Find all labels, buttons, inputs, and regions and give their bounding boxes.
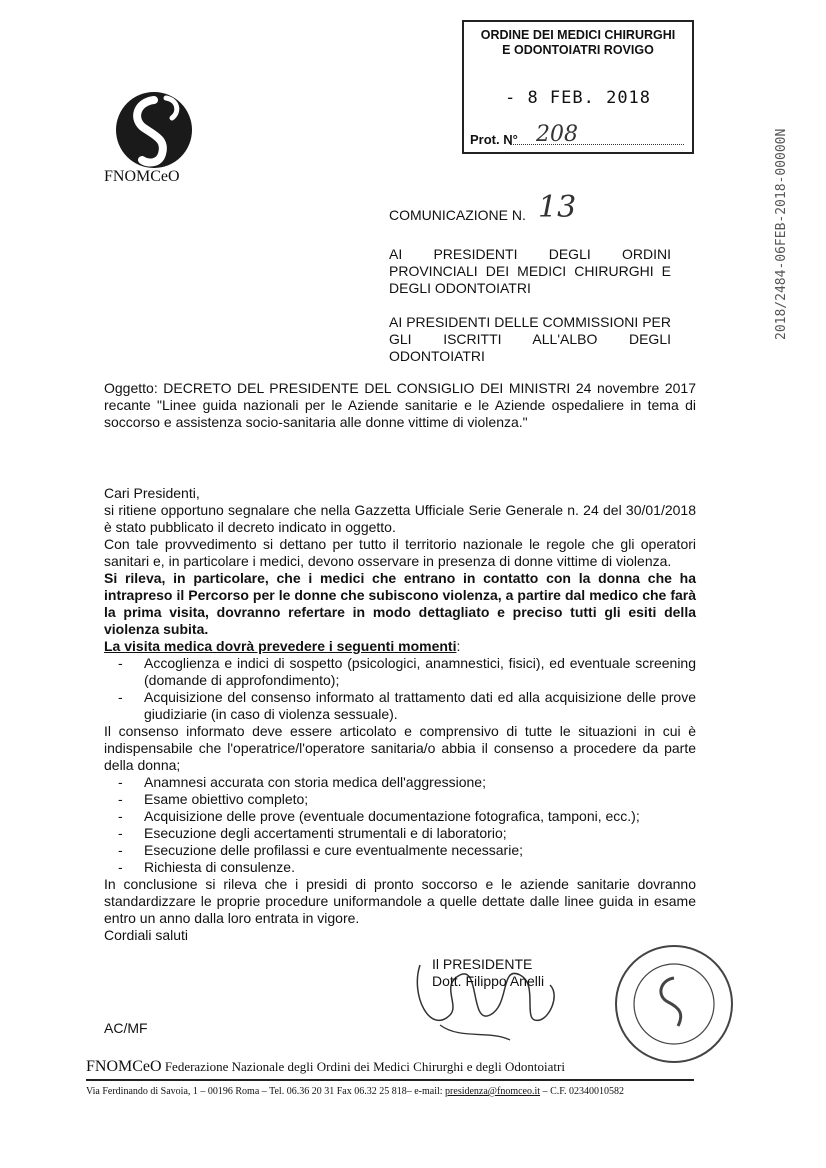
- footer-brand: FNOMCeO: [86, 1058, 162, 1075]
- archive-seal-icon: [612, 942, 736, 1066]
- signature-name: Dott. Filippo Anelli: [432, 973, 545, 989]
- visit-list: [104, 655, 696, 723]
- list-item: - Esame obiettivo completo;: [104, 791, 696, 808]
- stamp-org-line2: E ODONTOIATRI ROVIGO: [502, 43, 654, 57]
- paragraph-3-bold: Si rileva, in particolare, che i medici che entrano in contatto con la donna che ha intrapreso il Percorso per le donne che subiscono violenza, a partire dal medico che farà la prima visita, dovranno refertare in modo dettagliato e preciso tutti gli esiti della violenza subita.: [104, 570, 696, 637]
- list-item: - Accoglienza e indici di sospetto (psicologici, anamnestici, fisici), ed eventuale screening (domande di approfondimento);: [104, 655, 696, 689]
- recipient-block-2: [389, 314, 671, 365]
- footer-contacts: [86, 1086, 624, 1097]
- stamp-prot-label: Prot. N°: [470, 132, 518, 147]
- signature-title: Il PRESIDENTE: [432, 956, 533, 972]
- recipient-1: AI PRESIDENTI DEGLI ORDINI PROVINCIALI DEI MEDICI CHIRURGHI E DEGLI ODONTOIATRI: [389, 246, 671, 296]
- paragraph-2: Con tale provvedimento si dettano per tutto il territorio nazionale le regole che gli operatori sanitari e, in particolare i medici, devono osservare in presenza di donne vittime di violenza.: [104, 536, 696, 569]
- list-item: - Acquisizione del consenso informato al trattamento dati ed alla acquisizione delle prove giudiziarie (in caso di violenza sessuale).: [104, 689, 696, 723]
- signature-block: [432, 956, 544, 990]
- paragraph-1: si ritiene opportuno segnalare che nella Gazzetta Ufficiale Serie Generale n. 24 del 30/01/2018 è stato pubblicato il decreto indicato in oggetto.: [104, 502, 696, 535]
- list-item: - Acquisizione delle prove (eventuale documentazione fotografica, tamponi, ecc.);: [104, 808, 696, 825]
- stamp-org: [464, 28, 692, 58]
- procedure-list: [104, 774, 696, 876]
- initials: AC/MF: [104, 1020, 148, 1036]
- footer-divider: [86, 1079, 694, 1081]
- closing: Cordiali saluti: [104, 927, 189, 943]
- side-registration-id: [770, 40, 794, 350]
- logo-label: FNOMCeO: [104, 168, 180, 185]
- stamp-date: - 8 FEB. 2018: [504, 88, 652, 108]
- stamp-org-line1: ORDINE DEI MEDICI CHIRURGHI: [480, 28, 676, 42]
- list-item: - Esecuzione degli accertamenti strumentali e di laboratorio;: [104, 825, 696, 842]
- visit-heading: La visita medica dovrà prevedere i seguenti momenti: [104, 638, 457, 654]
- visit-heading-line: [104, 638, 696, 655]
- letter-body: [104, 485, 696, 944]
- subject-text: Oggetto: DECRETO DEL PRESIDENTE DEL CONSIGLIO DEI MINISTRI 24 novembre 2017 recante "Linee guida nazionali per le Aziende sanitarie e le Aziende ospedaliere in tema di soccorso e assistenza socio-sanitaria alle donne vittime di violenza.": [104, 380, 696, 430]
- paragraph-4: Il consenso informato deve essere articolato e comprensivo di tutte le situazioni in cui è indispensabile che l'operatrice/l'operatore sanitaria/o abbia il consenso a procedere da parte della donna;: [104, 723, 696, 773]
- paragraph-5: In conclusione si rileva che i presidi di pronto soccorso e le aziende sanitarie dovranno standardizzare le proprie procedure uniformandole a quelle dettate dalle linee guida in esame entro un anno dalla loro entrata in vigore.: [104, 876, 696, 926]
- communication-number: 13: [538, 190, 577, 225]
- footer-cf: – C.F. 02340010582: [540, 1086, 624, 1097]
- subject-block: [104, 380, 696, 431]
- list-item: - Anamnesi accurata con storia medica dell'aggressione;: [104, 774, 696, 791]
- recipient-2: AI PRESIDENTI DELLE COMMISSIONI PER GLI ISCRITTI ALL'ALBO DEGLI ODONTOIATRI: [389, 314, 671, 364]
- list-item: - Richiesta di consulenze.: [104, 859, 696, 876]
- recipient-block-1: [389, 246, 671, 297]
- communication-label: COMUNICAZIONE N.: [389, 207, 526, 223]
- footer-email[interactable]: presidenza@fnomceo.it: [445, 1086, 541, 1097]
- footer-full-name: Federazione Nazionale degli Ordini dei Medici Chirurghi e degli Odontoiatri: [164, 1059, 565, 1074]
- protocol-stamp: [462, 20, 694, 154]
- side-registration-text: 2018/2484-06FEB-2018-00000N: [774, 128, 789, 340]
- list-item: - Esecuzione delle profilassi e cure eventualmente necessarie;: [104, 842, 696, 859]
- stamp-prot-number: 208: [536, 122, 578, 147]
- footer-organization: [86, 1058, 565, 1076]
- visit-heading-colon: :: [456, 638, 461, 654]
- footer-address: Via Ferdinando di Savoia, 1 – 00196 Roma – Tel. 06.36 20 31 Fax 06.32 25 818– e-mail:: [86, 1086, 446, 1097]
- fnomceo-logo-icon: [108, 80, 208, 180]
- salutation: Cari Presidenti,: [104, 485, 200, 501]
